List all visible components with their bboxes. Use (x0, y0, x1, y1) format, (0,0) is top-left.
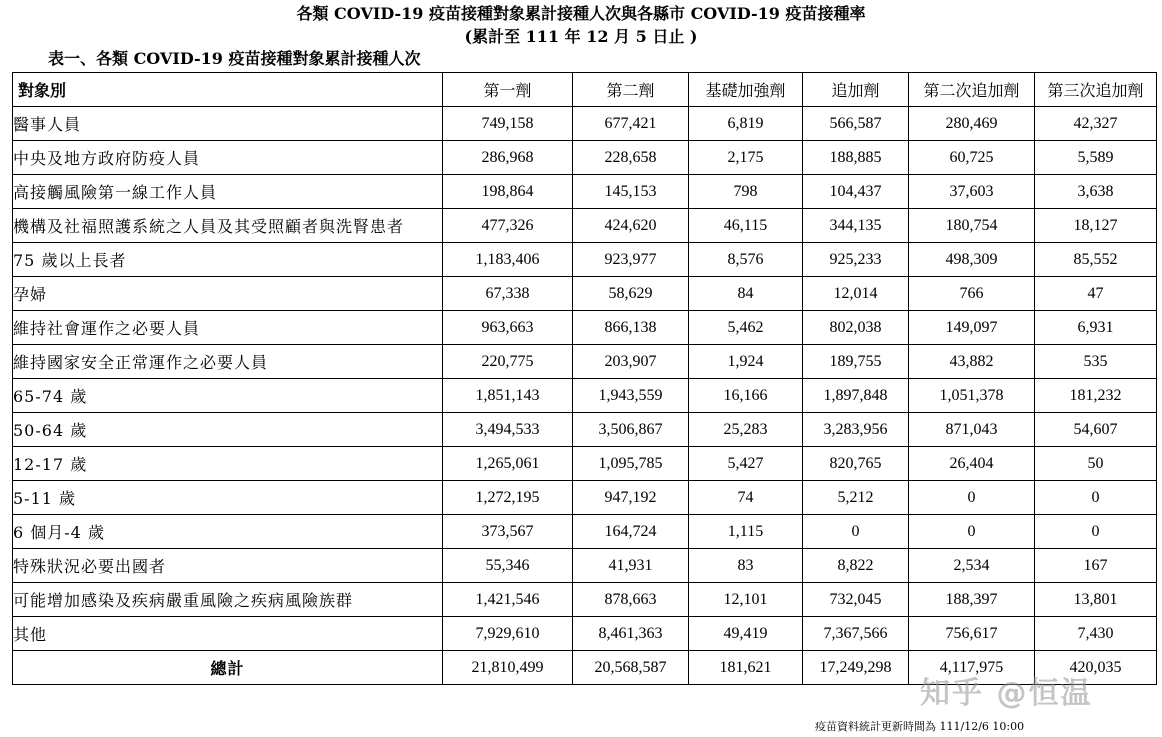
table-cell: 766 (909, 277, 1035, 311)
table-cell: 13,801 (1035, 583, 1157, 617)
table-cell: 947,192 (573, 481, 689, 515)
table-cell: 0 (1035, 515, 1157, 549)
row-label: 其他 (13, 617, 443, 651)
table-cell: 1,897,848 (803, 379, 909, 413)
table-cell: 5,589 (1035, 141, 1157, 175)
table-cell: 3,506,867 (573, 413, 689, 447)
document-title: 各類 COVID-19 疫苗接種對象累計接種人次與各縣市 COVID-19 疫苗接種率 (296, 4, 866, 23)
row-label: 75 歲以上長者 (13, 243, 443, 277)
header-third-booster: 第三次追加劑 (1035, 73, 1157, 107)
header-basic-booster: 基礎加強劑 (689, 73, 803, 107)
table-cell: 0 (909, 481, 1035, 515)
table-cell: 1,051,378 (909, 379, 1035, 413)
table-cell: 0 (803, 515, 909, 549)
table-cell: 83 (689, 549, 803, 583)
table-cell: 1,421,546 (443, 583, 573, 617)
table-cell: 50 (1035, 447, 1157, 481)
table-cell: 58,629 (573, 277, 689, 311)
table-cell: 2,175 (689, 141, 803, 175)
row-label: 65-74 歲 (13, 379, 443, 413)
table-cell: 5,212 (803, 481, 909, 515)
table-cell: 535 (1035, 345, 1157, 379)
table-cell: 1,095,785 (573, 447, 689, 481)
table-cell: 498,309 (909, 243, 1035, 277)
table-cell: 181,621 (689, 651, 803, 685)
table-cell: 47 (1035, 277, 1157, 311)
table-cell: 25,283 (689, 413, 803, 447)
table-cell: 280,469 (909, 107, 1035, 141)
table-cell: 16,166 (689, 379, 803, 413)
row-label: 維持社會運作之必要人員 (13, 311, 443, 345)
table-cell: 26,404 (909, 447, 1035, 481)
table-cell: 198,864 (443, 175, 573, 209)
table-cell: 0 (909, 515, 1035, 549)
table-cell: 477,326 (443, 209, 573, 243)
table-cell: 1,183,406 (443, 243, 573, 277)
table-row (13, 209, 1157, 243)
table-cell: 8,461,363 (573, 617, 689, 651)
table-row (13, 515, 1157, 549)
table-cell: 18,127 (1035, 209, 1157, 243)
table-cell: 228,658 (573, 141, 689, 175)
table-cell: 7,929,610 (443, 617, 573, 651)
table-cell: 8,576 (689, 243, 803, 277)
document-subtitle: (累計至 111 年 12 月 5 日止 ) (464, 27, 698, 46)
table-caption: 表一、各類 COVID-19 疫苗接種對象累計接種人次 (48, 49, 421, 68)
table-cell: 871,043 (909, 413, 1035, 447)
table-cell: 878,663 (573, 583, 689, 617)
table-cell: 60,725 (909, 141, 1035, 175)
row-label: 可能增加感染及疾病嚴重風險之疾病風險族群 (13, 583, 443, 617)
table-cell: 67,338 (443, 277, 573, 311)
table-cell: 181,232 (1035, 379, 1157, 413)
table-cell: 925,233 (803, 243, 909, 277)
table-cell: 373,567 (443, 515, 573, 549)
table-row (13, 175, 1157, 209)
table-cell: 3,494,533 (443, 413, 573, 447)
table-cell: 4,117,975 (909, 651, 1035, 685)
table-cell: 189,755 (803, 345, 909, 379)
table-cell: 5,462 (689, 311, 803, 345)
table-cell: 1,115 (689, 515, 803, 549)
vaccination-table (12, 72, 1157, 685)
table-cell: 1,924 (689, 345, 803, 379)
table-row (13, 243, 1157, 277)
table-cell: 12,014 (803, 277, 909, 311)
header-dose-2: 第二劑 (573, 73, 689, 107)
header-target-group: 對象別 (13, 73, 443, 107)
table-cell: 104,437 (803, 175, 909, 209)
table-cell: 820,765 (803, 447, 909, 481)
table-row (13, 583, 1157, 617)
row-label: 維持國家安全正常運作之必要人員 (13, 345, 443, 379)
table-cell: 0 (1035, 481, 1157, 515)
table-cell: 145,153 (573, 175, 689, 209)
row-label: 12-17 歲 (13, 447, 443, 481)
table-cell: 677,421 (573, 107, 689, 141)
table-body (13, 107, 1157, 685)
table-cell: 41,931 (573, 549, 689, 583)
header-booster: 追加劑 (803, 73, 909, 107)
table-cell: 3,638 (1035, 175, 1157, 209)
table-row (13, 141, 1157, 175)
row-label: 6 個月-4 歲 (13, 515, 443, 549)
header-dose-1: 第一劑 (443, 73, 573, 107)
table-header-row (13, 73, 1157, 107)
table-cell: 43,882 (909, 345, 1035, 379)
table-row (13, 277, 1157, 311)
update-time-note: 疫苗資料統計更新時間為 111/12/6 10:00 (815, 720, 1025, 733)
row-label: 孕婦 (13, 277, 443, 311)
table-cell: 54,607 (1035, 413, 1157, 447)
table-cell: 21,810,499 (443, 651, 573, 685)
table-cell: 220,775 (443, 345, 573, 379)
table-row (13, 617, 1157, 651)
header-second-booster: 第二次追加劑 (909, 73, 1035, 107)
table-cell: 802,038 (803, 311, 909, 345)
table-row (13, 345, 1157, 379)
table-cell: 424,620 (573, 209, 689, 243)
row-label: 50-64 歲 (13, 413, 443, 447)
table-cell: 164,724 (573, 515, 689, 549)
table-cell: 180,754 (909, 209, 1035, 243)
table-row (13, 379, 1157, 413)
table-cell: 732,045 (803, 583, 909, 617)
row-label: 特殊狀況必要出國者 (13, 549, 443, 583)
table-row (13, 447, 1157, 481)
table-cell: 3,283,956 (803, 413, 909, 447)
table-row (13, 311, 1157, 345)
table-cell: 74 (689, 481, 803, 515)
table-cell: 866,138 (573, 311, 689, 345)
table-cell: 749,158 (443, 107, 573, 141)
table-cell: 8,822 (803, 549, 909, 583)
table-cell: 344,135 (803, 209, 909, 243)
table-cell: 167 (1035, 549, 1157, 583)
row-label: 5-11 歲 (13, 481, 443, 515)
row-label: 高接觸風險第一線工作人員 (13, 175, 443, 209)
table-cell: 756,617 (909, 617, 1035, 651)
table-cell: 42,327 (1035, 107, 1157, 141)
table-cell: 1,943,559 (573, 379, 689, 413)
table-row (13, 481, 1157, 515)
table-cell: 1,272,195 (443, 481, 573, 515)
table-cell: 1,851,143 (443, 379, 573, 413)
table-cell: 1,265,061 (443, 447, 573, 481)
table-cell: 923,977 (573, 243, 689, 277)
table-cell: 2,534 (909, 549, 1035, 583)
table-cell: 46,115 (689, 209, 803, 243)
table-row (13, 413, 1157, 447)
table-cell: 17,249,298 (803, 651, 909, 685)
table-cell: 566,587 (803, 107, 909, 141)
table-cell: 6,931 (1035, 311, 1157, 345)
table-cell: 203,907 (573, 345, 689, 379)
table-cell: 37,603 (909, 175, 1035, 209)
row-label: 中央及地方政府防疫人員 (13, 141, 443, 175)
table-cell: 149,097 (909, 311, 1035, 345)
table-row (13, 107, 1157, 141)
table-cell: 5,427 (689, 447, 803, 481)
table-cell: 85,552 (1035, 243, 1157, 277)
table-cell: 188,885 (803, 141, 909, 175)
table-cell: 20,568,587 (573, 651, 689, 685)
table-cell: 49,419 (689, 617, 803, 651)
watermark-logo: 知乎 @恒温 (920, 676, 1093, 711)
row-label: 總計 (13, 651, 443, 685)
table-cell: 7,430 (1035, 617, 1157, 651)
table-cell: 286,968 (443, 141, 573, 175)
table-row (13, 549, 1157, 583)
table-cell: 12,101 (689, 583, 803, 617)
table-cell: 798 (689, 175, 803, 209)
row-label: 醫事人員 (13, 107, 443, 141)
table-cell: 6,819 (689, 107, 803, 141)
table-cell: 963,663 (443, 311, 573, 345)
table-cell: 84 (689, 277, 803, 311)
row-label: 機構及社福照護系統之人員及其受照顧者與洗腎患者 (13, 209, 443, 243)
table-cell: 188,397 (909, 583, 1035, 617)
table-cell: 55,346 (443, 549, 573, 583)
table-cell: 420,035 (1035, 651, 1157, 685)
table-cell: 7,367,566 (803, 617, 909, 651)
table-total-row (13, 651, 1157, 685)
